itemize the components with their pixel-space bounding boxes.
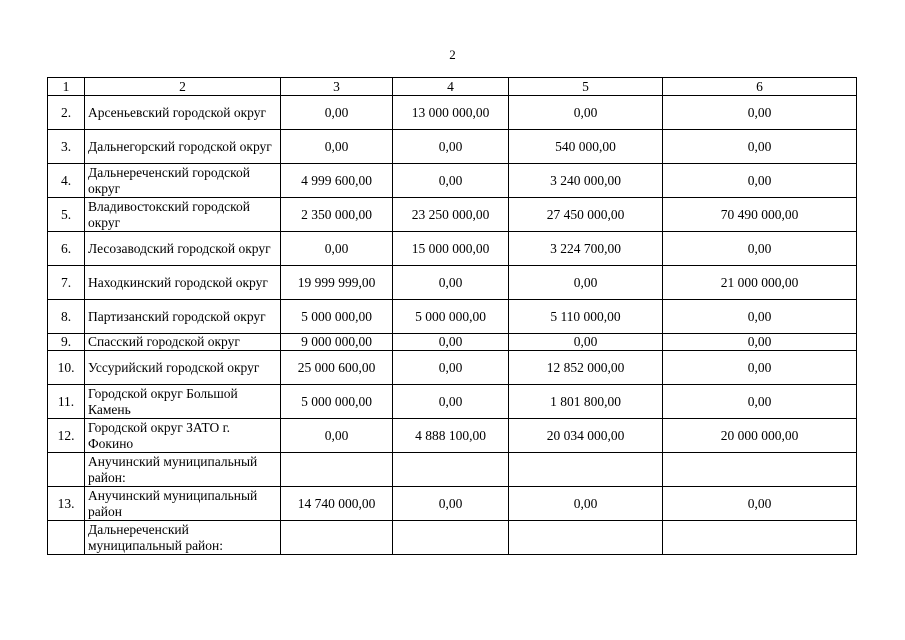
value-col3: 0,00: [281, 232, 393, 266]
municipality-name: Лесозаводский городской округ: [85, 232, 281, 266]
table-row: [48, 232, 857, 266]
value-col6: 0,00: [663, 385, 857, 419]
section-row: [48, 521, 857, 555]
value-col6: 0,00: [663, 487, 857, 521]
row-number: 5.: [48, 198, 85, 232]
value-col3: 2 350 000,00: [281, 198, 393, 232]
value-col5: [509, 453, 663, 487]
table-row: [48, 419, 857, 453]
value-col3: 5 000 000,00: [281, 300, 393, 334]
municipality-name: Дальнегорский городской округ: [85, 130, 281, 164]
row-number: 10.: [48, 351, 85, 385]
municipality-name: Находкинский городской округ: [85, 266, 281, 300]
value-col6: [663, 521, 857, 555]
value-col3: 0,00: [281, 96, 393, 130]
value-col4: [393, 453, 509, 487]
value-col6: 0,00: [663, 351, 857, 385]
value-col4: 0,00: [393, 351, 509, 385]
municipality-name: Арсеньевский городской округ: [85, 96, 281, 130]
column-header: 6: [663, 78, 857, 96]
row-number: 4.: [48, 164, 85, 198]
budget-table: [47, 77, 857, 555]
value-col3: 9 000 000,00: [281, 334, 393, 351]
page-number: 2: [449, 47, 456, 62]
value-col4: 4 888 100,00: [393, 419, 509, 453]
row-number: 6.: [48, 232, 85, 266]
municipality-name: Городской округ Большой Камень: [85, 385, 281, 419]
value-col3: [281, 521, 393, 555]
value-col5: 27 450 000,00: [509, 198, 663, 232]
value-col6: 0,00: [663, 232, 857, 266]
value-col3: 14 740 000,00: [281, 487, 393, 521]
municipality-name: Дальнереченский городской округ: [85, 164, 281, 198]
row-number: 8.: [48, 300, 85, 334]
value-col6: 20 000 000,00: [663, 419, 857, 453]
value-col5: 3 224 700,00: [509, 232, 663, 266]
value-col3: 25 000 600,00: [281, 351, 393, 385]
section-title: Дальнереченский муниципальный район:: [85, 521, 281, 555]
table-row: [48, 300, 857, 334]
column-header: 3: [281, 78, 393, 96]
value-col5: 5 110 000,00: [509, 300, 663, 334]
table-row: [48, 96, 857, 130]
table-row: [48, 487, 857, 521]
value-col4: [393, 521, 509, 555]
municipality-name: Городской округ ЗАТО г. Фокино: [85, 419, 281, 453]
value-col6: 0,00: [663, 300, 857, 334]
value-col6: 21 000 000,00: [663, 266, 857, 300]
row-number: 3.: [48, 130, 85, 164]
value-col4: 0,00: [393, 164, 509, 198]
value-col5: 1 801 800,00: [509, 385, 663, 419]
value-col3: 0,00: [281, 130, 393, 164]
column-header: 1: [48, 78, 85, 96]
municipality-name: Партизанский городской округ: [85, 300, 281, 334]
row-number: 9.: [48, 334, 85, 351]
section-row: [48, 453, 857, 487]
column-header: 2: [85, 78, 281, 96]
value-col3: 4 999 600,00: [281, 164, 393, 198]
value-col3: 0,00: [281, 419, 393, 453]
value-col4: 13 000 000,00: [393, 96, 509, 130]
row-number: [48, 453, 85, 487]
value-col3: 19 999 999,00: [281, 266, 393, 300]
row-number: [48, 521, 85, 555]
table-header-row: [48, 78, 857, 96]
value-col4: 23 250 000,00: [393, 198, 509, 232]
value-col4: 0,00: [393, 266, 509, 300]
table-row: [48, 164, 857, 198]
value-col4: 0,00: [393, 385, 509, 419]
municipality-name: Владивостокский городской округ: [85, 198, 281, 232]
value-col4: 0,00: [393, 334, 509, 351]
table-row: [48, 351, 857, 385]
table-row: [48, 198, 857, 232]
municipality-name: Уссурийский городской округ: [85, 351, 281, 385]
value-col5: 0,00: [509, 96, 663, 130]
row-number: 2.: [48, 96, 85, 130]
value-col5: 0,00: [509, 487, 663, 521]
municipality-name: Анучинский муниципальный район: [85, 487, 281, 521]
section-title: Анучинский муниципальный район:: [85, 453, 281, 487]
value-col4: 0,00: [393, 487, 509, 521]
row-number: 12.: [48, 419, 85, 453]
value-col5: 0,00: [509, 334, 663, 351]
value-col6: 0,00: [663, 130, 857, 164]
value-col5: 3 240 000,00: [509, 164, 663, 198]
value-col4: 0,00: [393, 130, 509, 164]
value-col6: 0,00: [663, 334, 857, 351]
value-col5: 12 852 000,00: [509, 351, 663, 385]
row-number: 13.: [48, 487, 85, 521]
table-row: [48, 266, 857, 300]
value-col4: 15 000 000,00: [393, 232, 509, 266]
value-col6: 70 490 000,00: [663, 198, 857, 232]
municipality-name: Спасский городской округ: [85, 334, 281, 351]
column-header: 4: [393, 78, 509, 96]
value-col3: [281, 453, 393, 487]
column-header: 5: [509, 78, 663, 96]
value-col6: 0,00: [663, 96, 857, 130]
value-col3: 5 000 000,00: [281, 385, 393, 419]
value-col5: 540 000,00: [509, 130, 663, 164]
value-col5: 0,00: [509, 266, 663, 300]
value-col5: [509, 521, 663, 555]
table-row: [48, 130, 857, 164]
value-col6: 0,00: [663, 164, 857, 198]
value-col6: [663, 453, 857, 487]
table-row: [48, 334, 857, 351]
row-number: 7.: [48, 266, 85, 300]
value-col5: 20 034 000,00: [509, 419, 663, 453]
value-col4: 5 000 000,00: [393, 300, 509, 334]
row-number: 11.: [48, 385, 85, 419]
table-row: [48, 385, 857, 419]
